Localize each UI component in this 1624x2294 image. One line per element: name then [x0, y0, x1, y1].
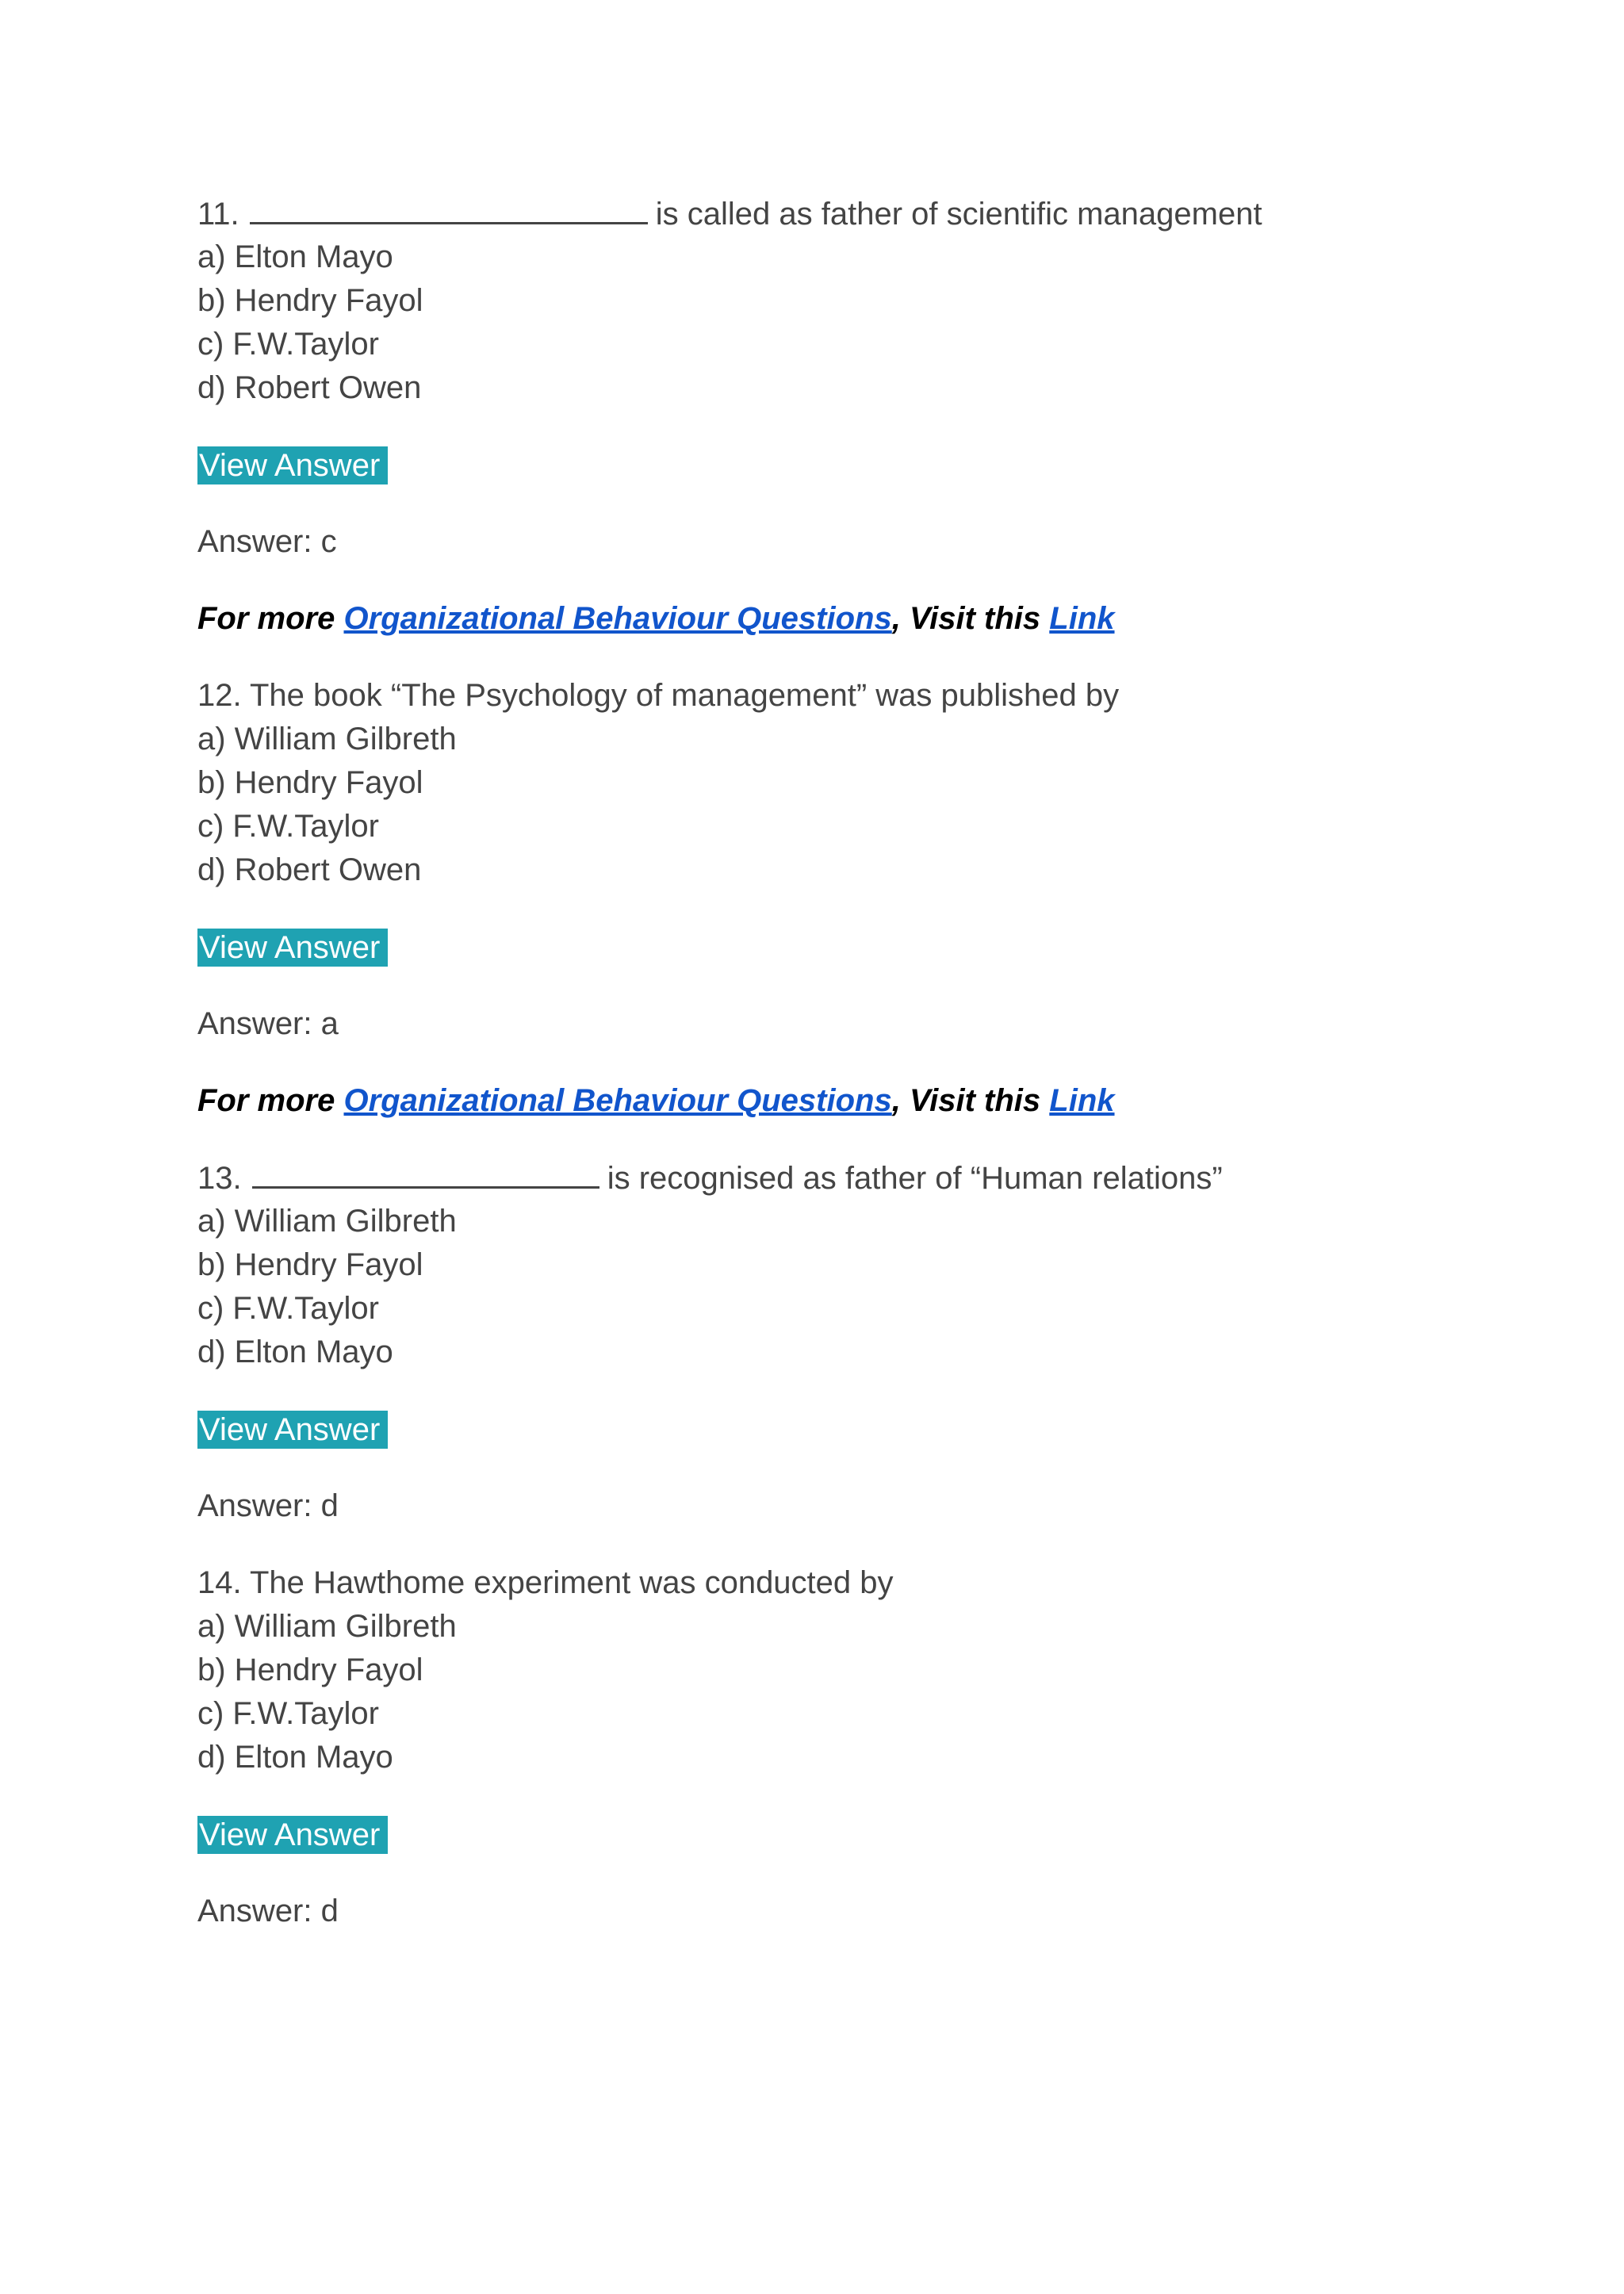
option-d: d) Robert Owen [197, 370, 422, 405]
question-text [197, 192, 1434, 236]
option-b: b) Hendry Fayol [197, 1247, 423, 1282]
question-text: 14. The Hawthome experiment was conducted by [197, 1565, 894, 1600]
fill-in-blank [250, 192, 648, 224]
option-b: b) Hendry Fayol [197, 283, 423, 318]
visit-link[interactable]: Link [1049, 601, 1115, 636]
answer-text: Answer: d [197, 1488, 339, 1523]
promo-middle: , Visit this [891, 1083, 1050, 1118]
visit-link[interactable]: Link [1049, 1083, 1115, 1118]
question-number: 13. [197, 1161, 242, 1196]
question-text [197, 1156, 1434, 1200]
question-number: 11. [197, 197, 239, 232]
answer-text: Answer: a [197, 1006, 339, 1041]
option-d: d) Elton Mayo [197, 1335, 393, 1369]
option-a: a) William Gilbreth [197, 1609, 457, 1644]
document-page [197, 192, 1434, 1933]
answer-text: Answer: c [197, 524, 337, 559]
view-answer-button[interactable]: View Answer [197, 1411, 388, 1449]
option-c: c) F.W.Taylor [197, 1291, 379, 1326]
option-a: a) William Gilbreth [197, 722, 457, 756]
question-stem: is called as father of scientific management [655, 197, 1262, 232]
promo-line [197, 597, 1434, 641]
question-stem: is recognised as father of “Human relations” [607, 1161, 1223, 1196]
promo-line [197, 1079, 1434, 1123]
option-a: a) William Gilbreth [197, 1204, 457, 1239]
question-11 [197, 192, 1434, 564]
ob-questions-link[interactable]: Organizational Behaviour Questions [343, 1083, 892, 1118]
option-d: d) Robert Owen [197, 852, 422, 887]
promo-prefix: For more [197, 1083, 344, 1118]
view-answer-button[interactable]: View Answer [197, 929, 388, 967]
fill-in-blank [252, 1156, 599, 1189]
option-c: c) F.W.Taylor [197, 327, 379, 362]
view-answer-button[interactable]: View Answer [197, 446, 388, 484]
question-text: 12. The book “The Psychology of management” was published by [197, 678, 1120, 713]
view-answer-button[interactable]: View Answer [197, 1816, 388, 1854]
option-d: d) Elton Mayo [197, 1740, 393, 1775]
promo-prefix: For more [197, 601, 344, 636]
question-13 [197, 1156, 1434, 1528]
promo-middle: , Visit this [891, 601, 1050, 636]
option-b: b) Hendry Fayol [197, 765, 423, 800]
option-c: c) F.W.Taylor [197, 1696, 379, 1731]
question-12 [197, 674, 1434, 1046]
option-a: a) Elton Mayo [197, 239, 393, 274]
option-c: c) F.W.Taylor [197, 809, 379, 844]
question-14 [197, 1561, 1434, 1933]
answer-text: Answer: d [197, 1894, 339, 1928]
option-b: b) Hendry Fayol [197, 1653, 423, 1687]
ob-questions-link[interactable]: Organizational Behaviour Questions [343, 601, 892, 636]
